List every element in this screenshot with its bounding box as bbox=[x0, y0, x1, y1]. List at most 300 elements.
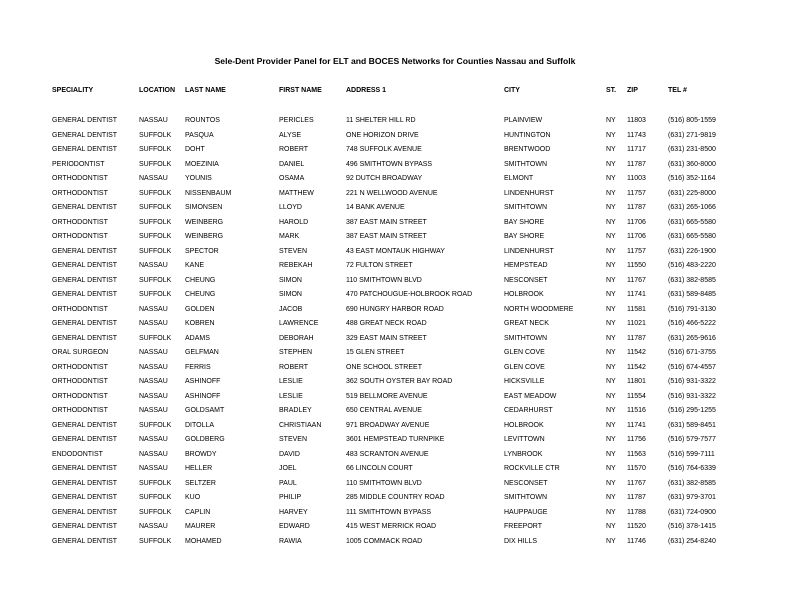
location-cell: SUFFOLK bbox=[139, 291, 172, 298]
telephone-cell: (631) 265-1066 bbox=[668, 204, 716, 211]
state-cell: NY bbox=[606, 349, 616, 356]
last-name-cell: DITOLLA bbox=[185, 421, 215, 429]
telephone-cell: (516) 931-3322 bbox=[668, 392, 716, 400]
last-name-cell: WEINBERG bbox=[185, 218, 224, 226]
location-cell: SUFFOLK bbox=[139, 508, 172, 516]
city-cell: LINDENHURST bbox=[504, 189, 554, 197]
table-row bbox=[0, 288, 790, 303]
header-zip: ZIP bbox=[627, 87, 638, 94]
state-cell: NY bbox=[606, 233, 616, 240]
telephone-cell: (516) 466-5222 bbox=[668, 320, 716, 327]
telephone-cell: (631) 225-8000 bbox=[668, 189, 716, 197]
city-cell: HOLBROOK bbox=[504, 291, 544, 298]
telephone-cell: (516) 352-1164 bbox=[668, 175, 716, 182]
zip-cell: 11787 bbox=[627, 494, 646, 501]
telephone-cell: (516) 805-1559 bbox=[668, 117, 716, 124]
city-cell: GLEN COVE bbox=[504, 349, 545, 356]
address-cell: 329 EAST MAIN STREET bbox=[346, 334, 427, 342]
telephone-cell: (516) 674-4557 bbox=[668, 363, 716, 371]
address-cell: 387 EAST MAIN STREET bbox=[346, 233, 427, 240]
last-name-cell: CHEUNG bbox=[185, 291, 216, 298]
location-cell: NASSAU bbox=[139, 407, 168, 414]
speciality-cell: ORTHODONTIST bbox=[52, 407, 108, 414]
zip-cell: 11787 bbox=[627, 160, 646, 168]
table-row bbox=[0, 187, 790, 202]
state-cell: NY bbox=[606, 407, 616, 414]
address-cell: 3601 HEMPSTEAD TURNPIKE bbox=[346, 436, 445, 443]
first-name-cell: MARK bbox=[279, 233, 300, 240]
last-name-cell: ASHINOFF bbox=[185, 378, 221, 385]
address-cell: 387 EAST MAIN STREET bbox=[346, 218, 427, 226]
speciality-cell: GENERAL DENTIST bbox=[52, 276, 118, 284]
zip-cell: 11717 bbox=[627, 146, 646, 153]
state-cell: NY bbox=[606, 363, 616, 371]
location-cell: NASSAU bbox=[139, 436, 168, 443]
zip-cell: 11581 bbox=[627, 305, 646, 313]
first-name-cell: CHRISTIAAN bbox=[279, 421, 322, 429]
speciality-cell: PERIODONTIST bbox=[52, 160, 105, 168]
zip-cell: 11757 bbox=[627, 247, 646, 255]
header-city: CITY bbox=[504, 87, 520, 94]
location-cell: SUFFOLK bbox=[139, 189, 172, 197]
location-cell: SUFFOLK bbox=[139, 233, 172, 240]
first-name-cell: LESLIE bbox=[279, 392, 303, 400]
speciality-cell: GENERAL DENTIST bbox=[52, 436, 118, 443]
state-cell: NY bbox=[606, 436, 616, 443]
telephone-cell: (516) 791-3130 bbox=[668, 305, 716, 313]
zip-cell: 11741 bbox=[627, 421, 646, 429]
first-name-cell: RAWIA bbox=[279, 537, 302, 545]
location-cell: SUFFOLK bbox=[139, 218, 172, 226]
location-cell: NASSAU bbox=[139, 117, 168, 124]
state-cell: NY bbox=[606, 218, 616, 226]
address-cell: 650 CENTRAL AVENUE bbox=[346, 407, 422, 414]
telephone-cell: (631) 226-1900 bbox=[668, 247, 716, 255]
city-cell: NORTH WOODMERE bbox=[504, 305, 574, 313]
header-location: LOCATION bbox=[139, 87, 176, 94]
first-name-cell: STEPHEN bbox=[279, 349, 313, 356]
first-name-cell: ROBERT bbox=[279, 146, 309, 153]
telephone-cell: (631) 271-9819 bbox=[668, 131, 716, 139]
speciality-cell: ORTHODONTIST bbox=[52, 233, 108, 240]
last-name-cell: DOHT bbox=[185, 146, 205, 153]
city-cell: SMITHTOWN bbox=[504, 334, 548, 342]
location-cell: SUFFOLK bbox=[139, 537, 172, 545]
table-row bbox=[0, 129, 790, 144]
last-name-cell: GOLDEN bbox=[185, 305, 215, 313]
first-name-cell: HARVEY bbox=[279, 508, 308, 516]
last-name-cell: MOHAMED bbox=[185, 537, 222, 545]
location-cell: NASSAU bbox=[139, 378, 168, 385]
address-cell: 66 LINCOLN COURT bbox=[346, 465, 413, 472]
last-name-cell: SELTZER bbox=[185, 479, 216, 487]
table-row bbox=[0, 419, 790, 434]
last-name-cell: MAURER bbox=[185, 523, 216, 530]
location-cell: NASSAU bbox=[139, 523, 168, 530]
table-row bbox=[0, 361, 790, 376]
last-name-cell: GOLDBERG bbox=[185, 436, 225, 443]
address-cell: 362 SOUTH OYSTER BAY ROAD bbox=[346, 378, 453, 385]
zip-cell: 11003 bbox=[627, 175, 646, 182]
address-cell: 43 EAST MONTAUK HIGHWAY bbox=[346, 247, 445, 255]
speciality-cell: GENERAL DENTIST bbox=[52, 508, 118, 516]
zip-cell: 11741 bbox=[627, 291, 646, 298]
city-cell: SMITHTOWN bbox=[504, 494, 548, 501]
telephone-cell: (516) 671-3755 bbox=[668, 349, 716, 356]
state-cell: NY bbox=[606, 160, 616, 168]
city-cell: LYNBROOK bbox=[504, 450, 543, 458]
header-address: ADDRESS 1 bbox=[346, 87, 387, 94]
state-cell: NY bbox=[606, 189, 616, 197]
location-cell: SUFFOLK bbox=[139, 204, 172, 211]
table-row bbox=[0, 390, 790, 405]
city-cell: BAY SHORE bbox=[504, 233, 545, 240]
address-cell: 110 SMITHTOWN BLVD bbox=[346, 479, 422, 487]
zip-cell: 11743 bbox=[627, 131, 646, 139]
city-cell: BRENTWOOD bbox=[504, 146, 551, 153]
state-cell: NY bbox=[606, 204, 616, 211]
address-cell: 110 SMITHTOWN BLVD bbox=[346, 276, 422, 284]
last-name-cell: KOBREN bbox=[185, 320, 215, 327]
state-cell: NY bbox=[606, 146, 616, 153]
header-telephone: TEL # bbox=[668, 87, 687, 94]
table-row bbox=[0, 375, 790, 390]
first-name-cell: SIMON bbox=[279, 276, 302, 284]
address-cell: 415 WEST MERRICK ROAD bbox=[346, 523, 437, 530]
location-cell: SUFFOLK bbox=[139, 276, 172, 284]
state-cell: NY bbox=[606, 262, 616, 269]
zip-cell: 11570 bbox=[627, 465, 646, 472]
provider-table bbox=[0, 114, 790, 549]
zip-cell: 11757 bbox=[627, 189, 646, 197]
table-row bbox=[0, 114, 790, 129]
telephone-cell: (631) 589-8451 bbox=[668, 421, 716, 429]
last-name-cell: MOEZINIA bbox=[185, 160, 219, 168]
address-cell: 72 FULTON STREET bbox=[346, 262, 413, 269]
zip-cell: 11788 bbox=[627, 508, 646, 516]
first-name-cell: JACOB bbox=[279, 305, 303, 313]
city-cell: EAST MEADOW bbox=[504, 392, 557, 400]
speciality-cell: GENERAL DENTIST bbox=[52, 131, 118, 139]
last-name-cell: KUO bbox=[185, 494, 201, 501]
zip-cell: 11563 bbox=[627, 450, 646, 458]
speciality-cell: GENERAL DENTIST bbox=[52, 117, 118, 124]
first-name-cell: LAWRENCE bbox=[279, 320, 319, 327]
location-cell: NASSAU bbox=[139, 349, 168, 356]
last-name-cell: NISSENBAUM bbox=[185, 189, 232, 197]
table-row bbox=[0, 332, 790, 347]
speciality-cell: GENERAL DENTIST bbox=[52, 494, 118, 501]
speciality-cell: GENERAL DENTIST bbox=[52, 146, 118, 153]
first-name-cell: OSAMA bbox=[279, 175, 305, 182]
city-cell: HAUPPAUGE bbox=[504, 508, 548, 516]
city-cell: HUNTINGTON bbox=[504, 131, 551, 139]
city-cell: CEDARHURST bbox=[504, 407, 553, 414]
telephone-cell: (516) 931-3322 bbox=[668, 378, 716, 385]
address-cell: 748 SUFFOLK AVENUE bbox=[346, 146, 422, 153]
last-name-cell: GOLDSAMT bbox=[185, 407, 225, 414]
city-cell: SMITHTOWN bbox=[504, 160, 548, 168]
speciality-cell: ORTHODONTIST bbox=[52, 218, 108, 226]
table-row bbox=[0, 535, 790, 550]
table-row bbox=[0, 259, 790, 274]
address-cell: 690 HUNGRY HARBOR ROAD bbox=[346, 305, 444, 313]
city-cell: LEVITTOWN bbox=[504, 436, 545, 443]
first-name-cell: STEVEN bbox=[279, 436, 308, 443]
city-cell: SMITHTOWN bbox=[504, 204, 548, 211]
header-first-name: FIRST NAME bbox=[279, 87, 322, 94]
speciality-cell: ORTHODONTIST bbox=[52, 378, 108, 385]
zip-cell: 11021 bbox=[627, 320, 646, 327]
state-cell: NY bbox=[606, 305, 616, 313]
address-cell: ONE SCHOOL STREET bbox=[346, 363, 422, 371]
telephone-cell: (516) 764-6339 bbox=[668, 465, 716, 472]
telephone-cell: (516) 483-2220 bbox=[668, 262, 716, 269]
table-row bbox=[0, 520, 790, 535]
table-row bbox=[0, 317, 790, 332]
address-cell: 483 SCRANTON AVENUE bbox=[346, 450, 429, 458]
telephone-cell: (631) 360-8000 bbox=[668, 160, 716, 168]
table-row bbox=[0, 404, 790, 419]
table-row bbox=[0, 491, 790, 506]
speciality-cell: GENERAL DENTIST bbox=[52, 320, 118, 327]
location-cell: SUFFOLK bbox=[139, 160, 172, 168]
table-row bbox=[0, 143, 790, 158]
first-name-cell: LLOYD bbox=[279, 204, 302, 211]
address-cell: 1005 COMMACK ROAD bbox=[346, 537, 423, 545]
address-cell: 11 SHELTER HILL RD bbox=[346, 117, 416, 124]
location-cell: SUFFOLK bbox=[139, 479, 172, 487]
city-cell: ROCKVILLE CTR bbox=[504, 465, 560, 472]
speciality-cell: ORTHODONTIST bbox=[52, 305, 108, 313]
telephone-cell: (631) 254-8240 bbox=[668, 537, 716, 545]
state-cell: NY bbox=[606, 131, 616, 139]
speciality-cell: ORAL SURGEON bbox=[52, 349, 109, 356]
zip-cell: 11516 bbox=[627, 407, 646, 414]
address-cell: 971 BROADWAY AVENUE bbox=[346, 421, 430, 429]
speciality-cell: GENERAL DENTIST bbox=[52, 247, 118, 255]
state-cell: NY bbox=[606, 479, 616, 487]
last-name-cell: FERRIS bbox=[185, 363, 211, 371]
location-cell: SUFFOLK bbox=[139, 247, 172, 255]
first-name-cell: DAVID bbox=[279, 450, 300, 458]
speciality-cell: ORTHODONTIST bbox=[52, 189, 108, 197]
table-row bbox=[0, 346, 790, 361]
header-state: ST. bbox=[606, 87, 617, 94]
last-name-cell: HELLER bbox=[185, 465, 213, 472]
location-cell: SUFFOLK bbox=[139, 146, 172, 153]
last-name-cell: SIMONSEN bbox=[185, 204, 223, 211]
state-cell: NY bbox=[606, 247, 616, 255]
city-cell: FREEPORT bbox=[504, 523, 542, 530]
zip-cell: 11706 bbox=[627, 233, 646, 240]
speciality-cell: GENERAL DENTIST bbox=[52, 523, 118, 530]
state-cell: NY bbox=[606, 378, 616, 385]
location-cell: NASSAU bbox=[139, 262, 168, 269]
city-cell: HOLBROOK bbox=[504, 421, 544, 429]
table-row bbox=[0, 433, 790, 448]
first-name-cell: REBEKAH bbox=[279, 262, 313, 269]
telephone-cell: (516) 579-7577 bbox=[668, 436, 716, 443]
last-name-cell: PASQUA bbox=[185, 131, 214, 139]
last-name-cell: BROWDY bbox=[185, 450, 217, 458]
telephone-cell: (631) 265-9616 bbox=[668, 334, 716, 342]
speciality-cell: GENERAL DENTIST bbox=[52, 465, 118, 472]
telephone-cell: (631) 589-8485 bbox=[668, 291, 716, 298]
telephone-cell: (631) 382-8585 bbox=[668, 276, 716, 284]
first-name-cell: ROBERT bbox=[279, 363, 309, 371]
city-cell: DIX HILLS bbox=[504, 537, 538, 545]
state-cell: NY bbox=[606, 320, 616, 327]
state-cell: NY bbox=[606, 465, 616, 472]
telephone-cell: (516) 295-1255 bbox=[668, 407, 716, 414]
state-cell: NY bbox=[606, 334, 616, 342]
first-name-cell: BRADLEY bbox=[279, 407, 312, 414]
state-cell: NY bbox=[606, 450, 616, 458]
speciality-cell: GENERAL DENTIST bbox=[52, 262, 118, 269]
table-row bbox=[0, 201, 790, 216]
zip-cell: 11787 bbox=[627, 334, 646, 342]
first-name-cell: MATTHEW bbox=[279, 189, 314, 197]
last-name-cell: CHEUNG bbox=[185, 276, 216, 284]
city-cell: HEMPSTEAD bbox=[504, 262, 548, 269]
speciality-cell: GENERAL DENTIST bbox=[52, 479, 118, 487]
last-name-cell: CAPLIN bbox=[185, 508, 211, 516]
table-row bbox=[0, 230, 790, 245]
location-cell: SUFFOLK bbox=[139, 421, 172, 429]
location-cell: SUFFOLK bbox=[139, 494, 172, 501]
zip-cell: 11767 bbox=[627, 479, 646, 487]
first-name-cell: PERICLES bbox=[279, 117, 314, 124]
zip-cell: 11787 bbox=[627, 204, 646, 211]
zip-cell: 11554 bbox=[627, 392, 646, 400]
address-cell: 470 PATCHOUGUE-HOLBROOK ROAD bbox=[346, 291, 473, 298]
table-row bbox=[0, 462, 790, 477]
telephone-cell: (631) 724-0900 bbox=[668, 508, 716, 516]
city-cell: GREAT NECK bbox=[504, 320, 549, 327]
address-cell: 221 N WELLWOOD AVENUE bbox=[346, 189, 438, 197]
speciality-cell: GENERAL DENTIST bbox=[52, 204, 118, 211]
city-cell: NESCONSET bbox=[504, 276, 548, 284]
zip-cell: 11542 bbox=[627, 363, 646, 371]
telephone-cell: (631) 231-8500 bbox=[668, 146, 716, 153]
state-cell: NY bbox=[606, 276, 616, 284]
header-last-name: LAST NAME bbox=[185, 87, 226, 94]
table-row bbox=[0, 158, 790, 173]
zip-cell: 11746 bbox=[627, 537, 646, 545]
location-cell: NASSAU bbox=[139, 363, 168, 371]
table-row bbox=[0, 172, 790, 187]
header-speciality: SPECIALITY bbox=[52, 87, 94, 94]
last-name-cell: KANE bbox=[185, 262, 205, 269]
table-row bbox=[0, 216, 790, 231]
table-row bbox=[0, 245, 790, 260]
telephone-cell: (516) 378-1415 bbox=[668, 523, 716, 530]
city-cell: PLAINVIEW bbox=[504, 117, 543, 124]
location-cell: NASSAU bbox=[139, 305, 168, 313]
address-cell: 496 SMITHTOWN BYPASS bbox=[346, 160, 433, 168]
state-cell: NY bbox=[606, 175, 616, 182]
address-cell: 488 GREAT NECK ROAD bbox=[346, 320, 427, 327]
state-cell: NY bbox=[606, 117, 616, 124]
state-cell: NY bbox=[606, 392, 616, 400]
telephone-cell: (516) 599-7111 bbox=[668, 450, 715, 458]
city-cell: NESCONSET bbox=[504, 479, 548, 487]
speciality-cell: ORTHODONTIST bbox=[52, 363, 108, 371]
table-row bbox=[0, 448, 790, 463]
state-cell: NY bbox=[606, 508, 616, 516]
state-cell: NY bbox=[606, 421, 616, 429]
speciality-cell: GENERAL DENTIST bbox=[52, 421, 118, 429]
table-row bbox=[0, 303, 790, 318]
first-name-cell: STEVEN bbox=[279, 247, 308, 255]
speciality-cell: GENERAL DENTIST bbox=[52, 291, 118, 298]
zip-cell: 11756 bbox=[627, 436, 646, 443]
first-name-cell: ALYSE bbox=[279, 131, 302, 139]
first-name-cell: JOEL bbox=[279, 465, 297, 472]
zip-cell: 11550 bbox=[627, 262, 646, 269]
state-cell: NY bbox=[606, 494, 616, 501]
city-cell: GLEN COVE bbox=[504, 363, 545, 371]
last-name-cell: ADAMS bbox=[185, 334, 210, 342]
table-row bbox=[0, 274, 790, 289]
address-cell: 14 BANK AVENUE bbox=[346, 204, 405, 211]
location-cell: SUFFOLK bbox=[139, 334, 172, 342]
zip-cell: 11801 bbox=[627, 378, 646, 385]
state-cell: NY bbox=[606, 291, 616, 298]
city-cell: LINDENHURST bbox=[504, 247, 554, 255]
zip-cell: 11767 bbox=[627, 276, 646, 284]
first-name-cell: PAUL bbox=[279, 479, 297, 487]
last-name-cell: GELFMAN bbox=[185, 349, 219, 356]
first-name-cell: DEBORAH bbox=[279, 334, 314, 342]
telephone-cell: (631) 665-5580 bbox=[668, 233, 716, 240]
city-cell: HICKSVILLE bbox=[504, 378, 545, 385]
last-name-cell: ROUNTOS bbox=[185, 117, 220, 124]
speciality-cell: ENDODONTIST bbox=[52, 450, 103, 458]
telephone-cell: (631) 979-3701 bbox=[668, 494, 716, 501]
telephone-cell: (631) 382-8585 bbox=[668, 479, 716, 487]
telephone-cell: (631) 665-5580 bbox=[668, 218, 716, 226]
first-name-cell: LESLIE bbox=[279, 378, 303, 385]
location-cell: NASSAU bbox=[139, 392, 168, 400]
location-cell: NASSAU bbox=[139, 320, 168, 327]
first-name-cell: EDWARD bbox=[279, 523, 310, 530]
first-name-cell: SIMON bbox=[279, 291, 302, 298]
state-cell: NY bbox=[606, 523, 616, 530]
address-cell: 285 MIDDLE COUNTRY ROAD bbox=[346, 494, 445, 501]
last-name-cell: SPECTOR bbox=[185, 247, 219, 255]
last-name-cell: WEINBERG bbox=[185, 233, 224, 240]
last-name-cell: ASHINOFF bbox=[185, 392, 221, 400]
last-name-cell: YOUNIS bbox=[185, 175, 212, 182]
address-cell: 519 BELLMORE AVENUE bbox=[346, 392, 428, 400]
zip-cell: 11542 bbox=[627, 349, 646, 356]
table-row bbox=[0, 477, 790, 492]
location-cell: SUFFOLK bbox=[139, 131, 172, 139]
speciality-cell: GENERAL DENTIST bbox=[52, 537, 118, 545]
speciality-cell: GENERAL DENTIST bbox=[52, 334, 118, 342]
first-name-cell: DANIEL bbox=[279, 160, 305, 168]
location-cell: NASSAU bbox=[139, 450, 168, 458]
speciality-cell: ORTHODONTIST bbox=[52, 175, 108, 182]
table-row bbox=[0, 506, 790, 521]
location-cell: NASSAU bbox=[139, 465, 168, 472]
address-cell: ONE HORIZON DRIVE bbox=[346, 131, 419, 139]
address-cell: 15 GLEN STREET bbox=[346, 349, 405, 356]
city-cell: BAY SHORE bbox=[504, 218, 545, 226]
city-cell: ELMONT bbox=[504, 175, 534, 182]
